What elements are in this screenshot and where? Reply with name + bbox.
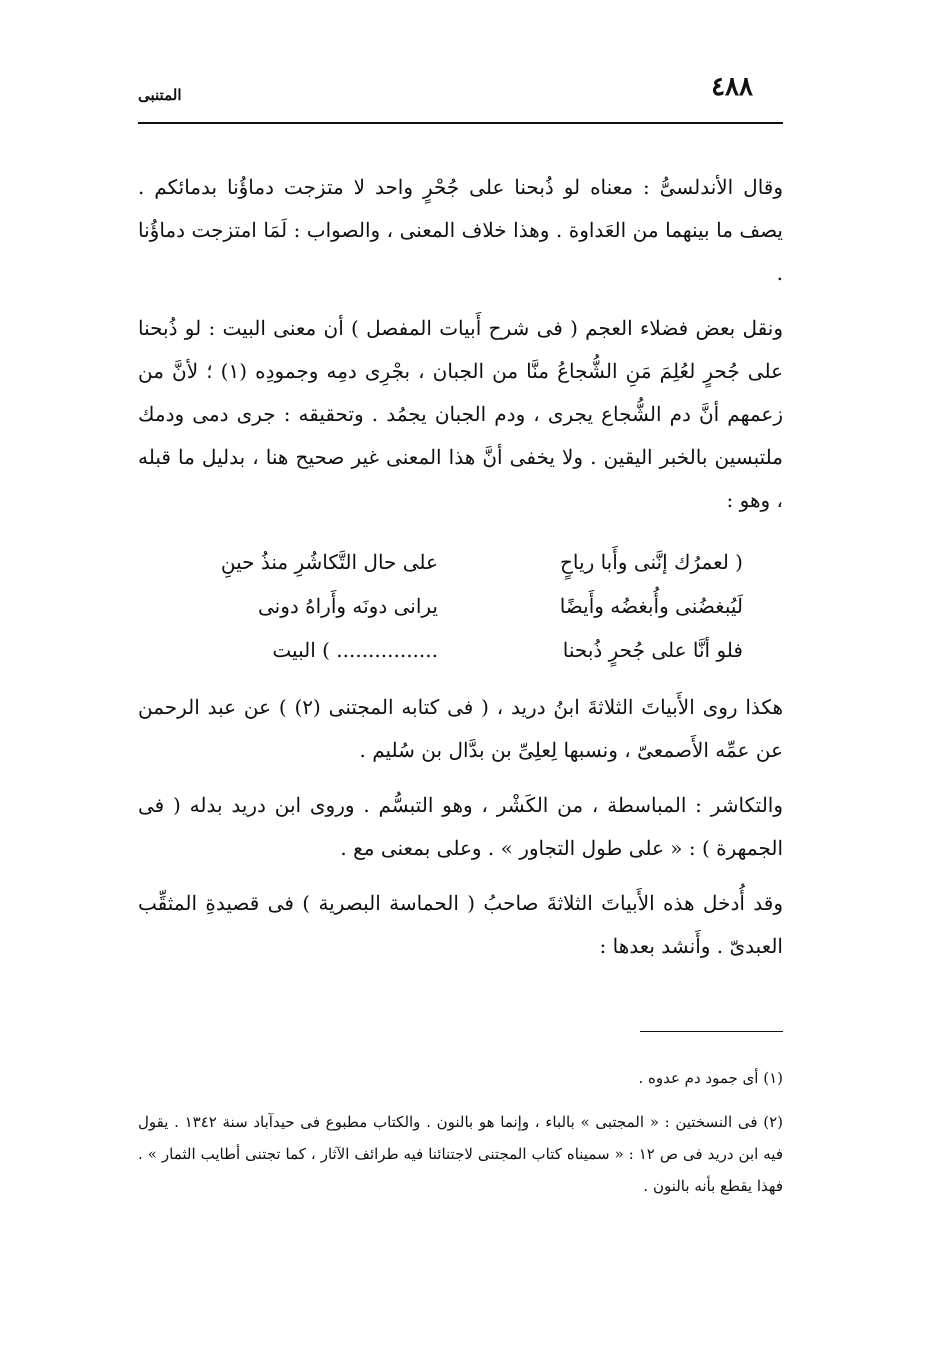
- footnote-rule: [640, 1031, 783, 1032]
- verse-second-hemistich: ................ ) البيت: [272, 638, 438, 662]
- poem-verses: [183, 540, 743, 672]
- paragraph-3: هكذا روى الأَبياتَ الثلاثةَ ابنُ دريد ، ( فى كتابه المجتنى (٢) ) عن عبد الرحمن عن عمِّه الأَصمعىّ ، ونسبها لِعلِىِّ بن بدَّال بن سُليم .: [138, 695, 783, 762]
- verse-second-hemistich: يرانى دونَه وأَراهُ دونى: [257, 594, 438, 618]
- paragraph-5: وقد أُدخل هذه الأَبياتَ الثلاثةَ صاحبُ ( الحماسة البصرية ) فى قصيدةِ المثقِّب العبدىّ . وأَنشد بعدها :: [138, 891, 783, 958]
- header-rule: [138, 122, 783, 124]
- footnotes: [138, 1062, 783, 1214]
- paragraph-2: ونقل بعض فضلاء العجم ( فى شرح أَبيات المفصل ) أن معنى البيت : لو ذُبحنا على جُحرٍ لعُلِمَ مَنِ الشُّجاعُ منَّا من الجبان ، بجْرِى دمِه وجمودِه (١) ؛ لأنَّ من زعمهم أنَّ دم الشُّجاع يجرى ، ودم الجبان يجمُد . وتحقيقه : جرى دمى ودمك ملتبسين بالخبر اليقين . ولا يخفى أنَّ هذا المعنى غير صحيح هنا ، بدليل ما قبله ، وهو :: [138, 316, 784, 512]
- verse-first-hemistich: لَيُبغضُنى وأُبغضُه وأَيضًا: [559, 594, 743, 618]
- paragraph-1: وقال الأندلسىُّ : معناه لو ذُبحنا على جُحْرٍ واحد لا متزجت دماؤُنا بدمائكم . يصف ما بينهما من العَداوة . وهذا خلاف المعنى ، والصواب : لَمَا امتزجت دماؤُنا .: [138, 175, 783, 285]
- main-text: [138, 166, 783, 980]
- verse-line: [183, 584, 743, 628]
- page-header: [138, 72, 783, 112]
- page-number: ٤٨٨: [711, 72, 753, 102]
- footnote-1: (١) أى جمود دم عدوه .: [638, 1069, 783, 1087]
- footnote-2: (٢) فى النسختين : « المجتبى » بالباء ، وإنما هو بالنون . والكتاب مطبوع فى حيدآباد سنة ١٣٤٢ . يقول فيه ابن دريد فى ص ١٢ : « سميناه كتاب المجتنى لاجتنائنا فيه طرائف الآثار ، كما تجتنى أطايب الثمار » . فهذا يقطع بأنه بالنون .: [138, 1113, 783, 1195]
- verse-second-hemistich: على حال التَّكاشُرِ منذُ حينِ: [220, 550, 438, 574]
- verse-first-hemistich: ( لعمرُك إنَّنى وأَبا رياحٍ: [560, 550, 743, 574]
- running-title: المتنبى: [138, 86, 182, 104]
- verse-first-hemistich: فلو أنَّا على جُحرٍ ذُبحنا: [562, 638, 743, 662]
- verse-line: [183, 540, 743, 584]
- verse-line: [183, 628, 743, 672]
- paragraph-4: والتكاشر : المباسطة ، من الكَشْر ، وهو التبسُّم . وروى ابن دريد بدله ( فى الجمهرة ) : « على طول التجاور » . وعلى بمعنى مع .: [138, 793, 783, 860]
